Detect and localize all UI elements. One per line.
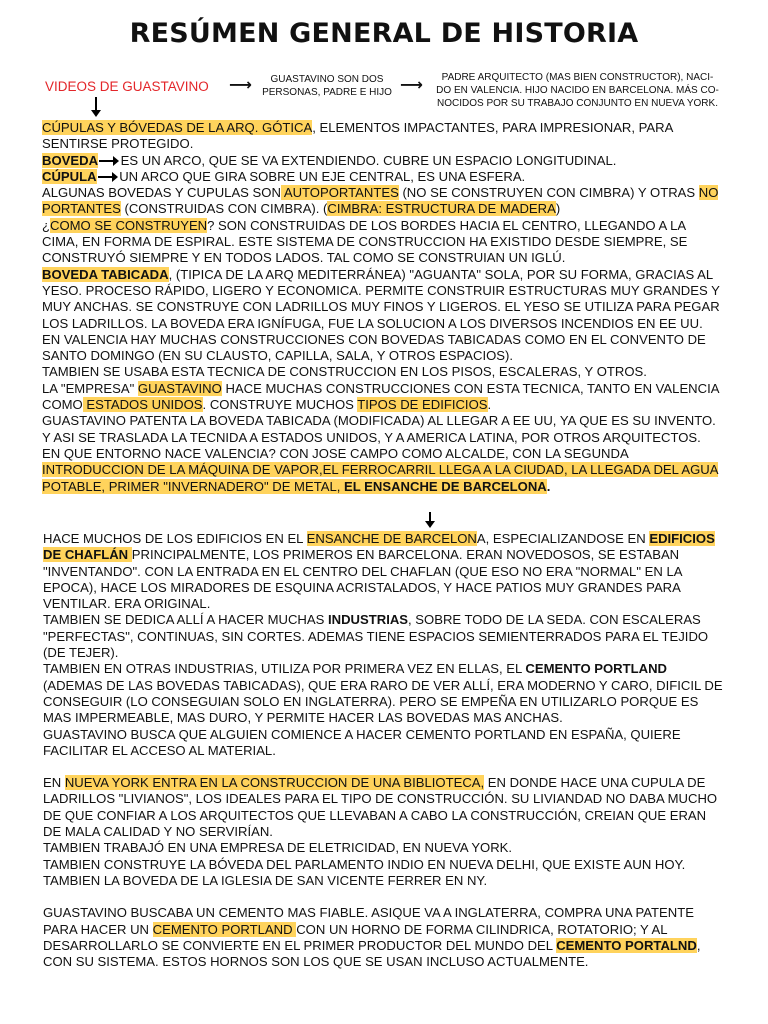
arrow-right-icon: ⟶ [229, 77, 252, 94]
videos-label: VIDEOS DE GUASTAVINO [45, 79, 209, 94]
arrow-right-icon [99, 160, 115, 162]
spacer [43, 759, 725, 775]
paragraph: GUASTAVINO BUSCA QUE ALGUIEN COMIENCE A HACER CEMENTO PORTLAND EN ESPAÑA, QUIERE FACILITAR EL ACCESO AL MATERIAL. [43, 726, 681, 758]
paragraph: CÚPULAS Y BÓVEDAS DE LA ARQ. GÓTICA, ELEMENTOS IMPACTANTES, PARA IMPRESIONAR, PARA SENTIRSE PROTEGIDO. [42, 120, 673, 152]
paragraph: TAMBIEN LA BOVEDA DE LA IGLESIA DE SAN VICENTE FERRER EN NY. [43, 872, 488, 888]
arrow-right-icon: ⟶ [400, 77, 423, 94]
paragraph: TAMBIEN CONSTRUYE LA BÓVEDA DEL PARLAMENTO INDIO EN NUEVA DELHI, QUE EXISTE AUN HOY. [43, 856, 686, 872]
spacer [43, 889, 725, 905]
section-1-text [42, 120, 722, 495]
paragraph: ¿COMO SE CONSTRUYEN? SON CONSTRUIDAS DE LOS BORDES HACIA EL CENTRO, LLEGANDO A LA CIMA, EN FORMA DE ESPIRAL. ESTE SISTEMA DE CONSTRUCCION HA EXISTIDO DESDE SIEMPRE, SE CONSTRUYÓ SIEMPRE Y EN TODOS LADOS. TAL COMO SE CONSTRUIAN UN IGLÚ. [42, 217, 688, 266]
arrow-down-icon [95, 97, 97, 111]
paragraph: ALGUNAS BOVEDAS Y CUPULAS SON AUTOPORTANTES (NO SE CONSTRUYEN CON CIMBRA) Y OTRAS NO PORTANTES (CONSTRUIDAS CON CIMBRA). (CIMBRA: ESTRUCTURA DE MADERA) [42, 185, 719, 217]
paragraph: GUASTAVINO PATENTA LA BOVEDA TABICADA (MODIFICADA) AL LLEGAR A EE UU, YA QUE ES SU INVENTO. Y ASI SE TRASLADA LA TECNIDA A ESTADOS UNIDOS, Y A AMERICA LATINA, POR OTROS ARQUITECTOS. [42, 413, 716, 445]
paragraph: EN QUE ENTORNO NACE VALENCIA? CON JOSE CAMPO COMO ALCALDE, CON LA SEGUNDA INTRODUCCION DE LA MÁQUINA DE VAPOR,EL FERROCARRIL LLEGA A LA CIUDAD, LA LLEGADA DEL AGUA POTABLE, PRIMER "INVERNADERO" DE METAL, EL ENSANCHE DE BARCELONA. [42, 445, 719, 494]
paragraph: BOVEDA TABICADA, (TIPICA DE LA ARQ MEDITERRÁNEA) "AGUANTA" SOLA, POR SU FORMA, GRACIAS AL YESO. PROCESO RÁPIDO, LIGERO Y ECONOMICA. PERMITE CONSTRUIR ESTRUCTURAS MUY GRANDES Y MUY ANCHAS. SE CONSTRUYE CON LADRILLOS MUY FINOS Y LIGEROS. EL YESO SE UTILIZA PARA PEGAR LOS LADRILLOS. LA BOVEDA ERA IGNÍFUGA, FUE LA SOLUCION A LOS DIVERSOS INCENDIOS EN EE UU. [42, 266, 720, 331]
paragraph: EN NUEVA YORK ENTRA EN LA CONSTRUCCION DE UNA BIBLIOTECA, EN DONDE HACE UNA CUPULA DE LADRILLOS "LIVIANOS", LOS IDEALES PARA EL TIPO DE CONSTRUCCIÓN. SU LIVIANDAD NO DABA MUCHO DE QUE CONFIAR A LOS ARQUITECTOS QUE LLEVABAN A CABO LA CONSTRUCCIÓN, CREIAN QUE ERAN DE MALA CALIDAD Y NO SERVIRÍAN. [43, 775, 718, 840]
note-father-son: PADRE ARQUITECTO (MAS BIEN CONSTRUCTOR), NACI- DO EN VALENCIA. HIJO NACIDO EN BARCELONA. MÁS CO- NOCIDOS POR SU TRABAJO CONJUNTO EN NUEVA YORK. [436, 72, 719, 109]
paragraph: TAMBIEN EN OTRAS INDUSTRIAS, UTILIZA POR PRIMERA VEZ EN ELLAS, EL CEMENTO PORTLAND (ADEMAS DE LAS BOVEDAS TABICADAS), QUE ERA RARO DE VER ALLÍ, ERA MODERNO Y CARO, DIFICIL DE CONSEGUIR (LO CONSEGUIAN SOLO EN INGLATERRA). PERO SE EMPEÑA EN UTILIZARLO PORQUE ES MAS IMPERMEABLE, MAS DURO, Y PERMITE HACER LAS BOVEDAS MAS ANCHAS. [43, 661, 723, 726]
arrow-right-icon [98, 176, 114, 178]
paragraph: BOVEDA ES UN ARCO, QUE SE VA EXTENDIENDO. CUBRE UN ESPACIO LONGITUDINAL. [42, 152, 617, 168]
section-2-text [43, 531, 725, 970]
paragraph: HACE MUCHOS DE LOS EDIFICIOS EN EL ENSANCHE DE BARCELONA, ESPECIALIZANDOSE EN EDIFICIOS DE CHAFLÁN PRINCIPALMENTE, LOS PRIMEROS EN BARCELONA. ERAN NOVEDOSOS, SE ESTABAN "INVENTANDO". CON LA ENTRADA EN EL CENTRO DEL CHAFLAN (QUE ESO NO ERA "NORMAL" EN LA EPOCA), HACE LOS MIRADORES DE ESQUINA ACRISTALADOS, Y HACE PATIOS MUY GRANDES PARA VENTILAR. ERA ORIGINAL. [43, 531, 715, 612]
note-two-persons: GUASTAVINO SON DOS PERSONAS, PADRE E HIJO [262, 74, 392, 98]
paragraph: GUASTAVINO BUSCABA UN CEMENTO MAS FIABLE. ASIQUE VA A INGLATERRA, COMPRA UNA PATENTE PARA HACER UN CEMENTO PORTLAND CON UN HORNO DE FORMA CILINDRICA, ROTATORIO; Y AL DESARROLLARLO SE CONVIERTE EN EL PRIMER PRODUCTOR DEL MUNDO DEL CEMENTO PORTALND, CON SU SISTEMA. ESTOS HORNOS SON LOS QUE SE USAN INCLUSO ACTUALMENTE. [43, 905, 701, 970]
paragraph: EN VALENCIA HAY MUCHAS CONSTRUCCIONES CON BOVEDAS TABICADAS COMO EN EL CONVENTO DE SANTO DOMINGO (EN SU CLAUSTO, CAPILLA, SALA, Y OTROS ESPACIOS). [42, 331, 706, 364]
page-title: RESÚMEN GENERAL DE HISTORIA [129, 18, 639, 49]
paragraph: LA "EMPRESA" GUASTAVINO HACE MUCHAS CONSTRUCCIONES CON ESTA TECNICA, TANTO EN VALENCIA COMO ESTADOS UNIDOS. CONSTRUYE MUCHOS TIPOS DE EDIFICIOS. [42, 380, 719, 413]
paragraph: TAMBIEN SE DEDICA ALLÍ A HACER MUCHAS INDUSTRIAS, SOBRE TODO DE LA SEDA. CON ESCALERAS "PERFECTAS", CONTINUAS, SIN CORTES. ADEMAS TIENE ESPACIOS SEMIENTERRADOS PARA EL TEJIDO (DE TEJER). [43, 612, 709, 661]
paragraph: TAMBIEN TRABAJÓ EN UNA EMPRESA DE ELETRICIDAD, EN NUEVA YORK. [43, 840, 513, 856]
paragraph: CÚPULA UN ARCO QUE GIRA SOBRE UN EJE CENTRAL, ES UNA ESFERA. [42, 168, 526, 184]
paragraph: TAMBIEN SE USABA ESTA TECNICA DE CONSTRUCCION EN LOS PISOS, ESCALERAS, Y OTROS. [42, 364, 647, 380]
arrow-down-icon [429, 512, 431, 522]
